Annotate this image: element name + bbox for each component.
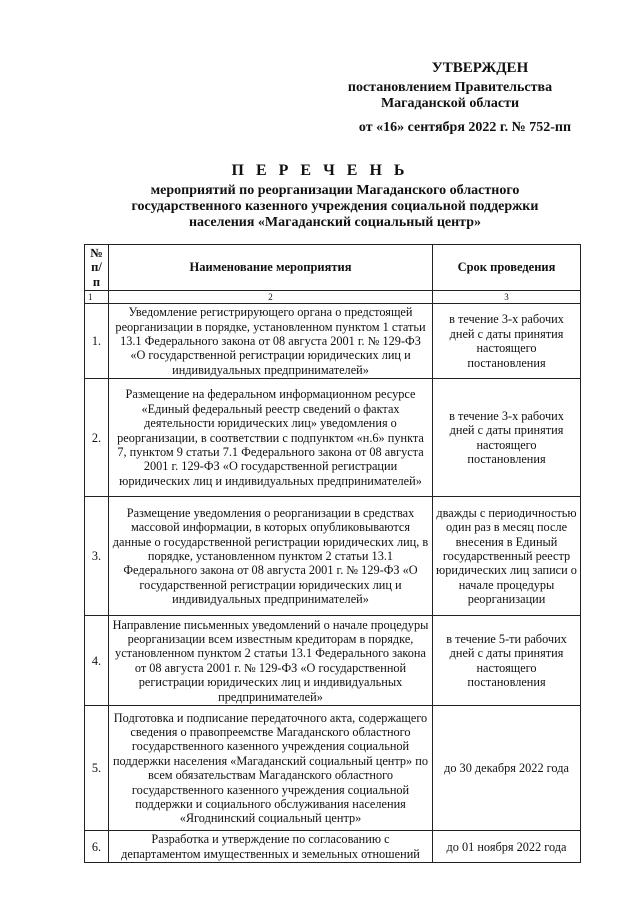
table-row	[85, 304, 581, 379]
row-term: в течение 5-ти рабочих дней с даты принятия настоящего постановления	[433, 616, 581, 706]
approval-date: от «16» сентября 2022 г. № 752-пп	[358, 120, 572, 135]
table-row	[85, 616, 581, 706]
header-num	[85, 245, 109, 291]
approval-heading: УТВЕРЖДЕН	[431, 60, 529, 76]
index-cell: 3	[433, 291, 581, 304]
row-measure: Размещение уведомления о реорганизации в средствах массовой информации, в которых опубликовываются данные о государственной регистрации юридических лиц, в порядке, установленном пунктом 2 статьи 13.1 Федерального закона от 08 августа 2001 г. № 129-ФЗ «О государственной регистрации юридических лиц и индивидуальных предпринимателей»	[109, 497, 433, 616]
row-term: до 30 декабря 2022 года	[433, 706, 581, 831]
subtitle-line-2: государственного казенного учреждения социальной поддержки	[131, 199, 539, 214]
row-measure: Направление письменных уведомлений о начале процедуры реорганизации всем известным кредиторам в порядке, установленном пунктом 2 статьи 13.1 Федерального закона от 08 августа 2001 г. № 129-ФЗ «О государственной регистрации юридических лиц и индивидуальных предпринимателей»	[109, 616, 433, 706]
row-term: дважды с периодичностью один раз в месяц после внесения в Единый государственный реестр юридических лиц записи о начале процедуры реорганизации	[433, 497, 581, 616]
document-subtitle	[100, 183, 570, 231]
row-measure: Уведомление регистрирующего органа о предстоящей реорганизации в порядке, установленном пунктом 1 статьи 13.1 Федерального закона от 08 августа 2001 г. № 129-ФЗ «О государственной регистрации юридических лиц и индивидуальных предпринимателей»	[109, 304, 433, 379]
header-num-line-1: №	[90, 246, 103, 260]
row-term: в течение 3-х рабочих дней с даты принятия настоящего постановления	[433, 304, 581, 379]
row-term: в течение 3-х рабочих дней с даты принятия настоящего постановления	[433, 379, 581, 497]
measures-table	[84, 244, 581, 863]
header-row	[85, 245, 581, 291]
row-term: до 01 ноября 2022 года	[433, 831, 581, 863]
approval-block	[300, 60, 600, 136]
approval-line-2: Магаданской области	[380, 96, 520, 111]
header-num-line-2: п/п	[91, 260, 102, 289]
header-name: Наименование мероприятия	[109, 245, 433, 291]
approval-line-1: постановлением Правительства	[347, 80, 553, 95]
row-number: 6.	[85, 831, 109, 863]
row-number: 2.	[85, 379, 109, 497]
row-measure: Размещение на федеральном информационном ресурсе «Единый федеральный реестр сведений о фактах деятельности юридических лиц» уведомления о реорганизации, в соответствии с подпунктом «н.6» пункта 7, пунктом 9 статьи 7.1 Федерального закона от 08 августа 2001 г. 129-ФЗ «О государственной регистрации юридических лиц и индивидуальных предпринимателей»	[109, 379, 433, 497]
index-cell: 1	[85, 291, 109, 304]
subtitle-line-3: населения «Магаданский социальный центр»	[188, 215, 482, 230]
table-row	[85, 497, 581, 616]
row-number: 1.	[85, 304, 109, 379]
row-number: 5.	[85, 706, 109, 831]
header-term: Срок проведения	[433, 245, 581, 291]
subtitle-line-1: мероприятий по реорганизации Магаданского областного	[150, 183, 520, 198]
row-measure: Подготовка и подписание передаточного акта, содержащего сведения о правопреемстве Магаданского областного государственного казенного учреждения социальной поддержки населения «Магаданский социальный центр» по всем обязательствам Магаданского областного государственного казенного учреждения социальной поддержки и социального обслуживания населения «Ягоднинский социальный центр»	[109, 706, 433, 831]
index-row	[85, 291, 581, 304]
index-cell: 2	[109, 291, 433, 304]
table-row	[85, 706, 581, 831]
table-row	[85, 831, 581, 863]
row-measure: Разработка и утверждение по согласованию с департаментом имущественных и земельных отношений	[109, 831, 433, 863]
document-title: П Е Р Е Ч Е Н Ь	[231, 162, 409, 179]
row-number: 4.	[85, 616, 109, 706]
row-number: 3.	[85, 497, 109, 616]
table-row	[85, 379, 581, 497]
